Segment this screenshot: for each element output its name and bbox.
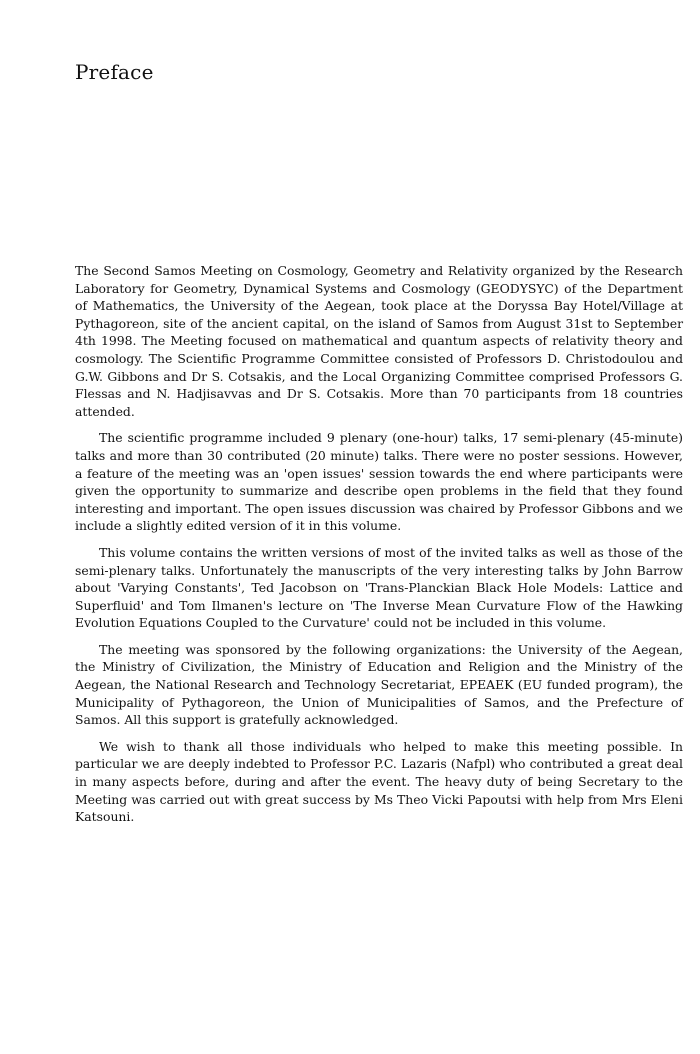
- paragraph-4: The meeting was sponsored by the following organizations: the University of the Aegean, the Ministry of Civilization, the Ministry of Education and Religion and the Ministry of the Aegean, the National Research and Technology Secretariat, EPEAEK (EU funded program), the Municipality of Pythagoreon, the Union of Municipalities of Samos, and the Prefecture of Samos. All this support is gratefully acknowledged.: [75, 641, 683, 728]
- paragraph-1: The Second Samos Meeting on Cosmology, Geometry and Relativity organized by the Research Laboratory for Geometry, Dynamical Systems and Cosmology (GEODYSYC) of the Department of Mathematics, the University of the Aegean, took place at the Doryssa Bay Hotel/Village at Pythagoreon, site of the ancient capital, on the island of Samos from August 31st to September 4th 1998. The Meeting focused on mathematical and quantum aspects of relativity theory and cosmology. The Scientific Programme Committee consisted of Professors D. Christodoulou and G.W. Gibbons and Dr S. Cotsakis, and the Local Organizing Committee comprised Professors G. Flessas and N. Hadjisavvas and Dr S. Cotsakis. More than 70 participants from 18 countries attended.: [75, 263, 683, 419]
- preface-body: [75, 262, 683, 835]
- paragraph-3: This volume contains the written versions of most of the invited talks as well as those of the semi-plenary talks. Unfortunately the manuscripts of the very interesting talks by John Barrow about 'Varying Constants', Ted Jacobson on 'Trans-Planckian Black Hole Models: Lattice and Superfluid' and Tom Ilmanen's lecture on 'The Inverse Mean Curvature Flow of the Hawking Evolution Equations Coupled to the Curvature' could not be included in this volume.: [75, 544, 683, 631]
- paragraph-5: We wish to thank all those individuals who helped to make this meeting possible. In particular we are deeply indebted to Professor P.C. Lazaris (Nafpl) who contributed a great deal in many aspects before, during and after the event. The heavy duty of being Secretary to the Meeting was carried out with great success by Ms Theo Vicki Papoutsi with help from Mrs Eleni Katsouni.: [75, 738, 683, 825]
- paragraph-2: The scientific programme included 9 plenary (one-hour) talks, 17 semi-plenary (45-minute) talks and more than 30 contributed (20 minute) talks. There were no poster sessions. However, a feature of the meeting was an 'open issues' session towards the end where participants were given the opportunity to summarize and describe open problems in the field that they found interesting and important. The open issues discussion was chaired by Professor Gibbons and we include a slightly edited version of it in this volume.: [75, 430, 683, 534]
- page-title: Preface: [75, 60, 154, 84]
